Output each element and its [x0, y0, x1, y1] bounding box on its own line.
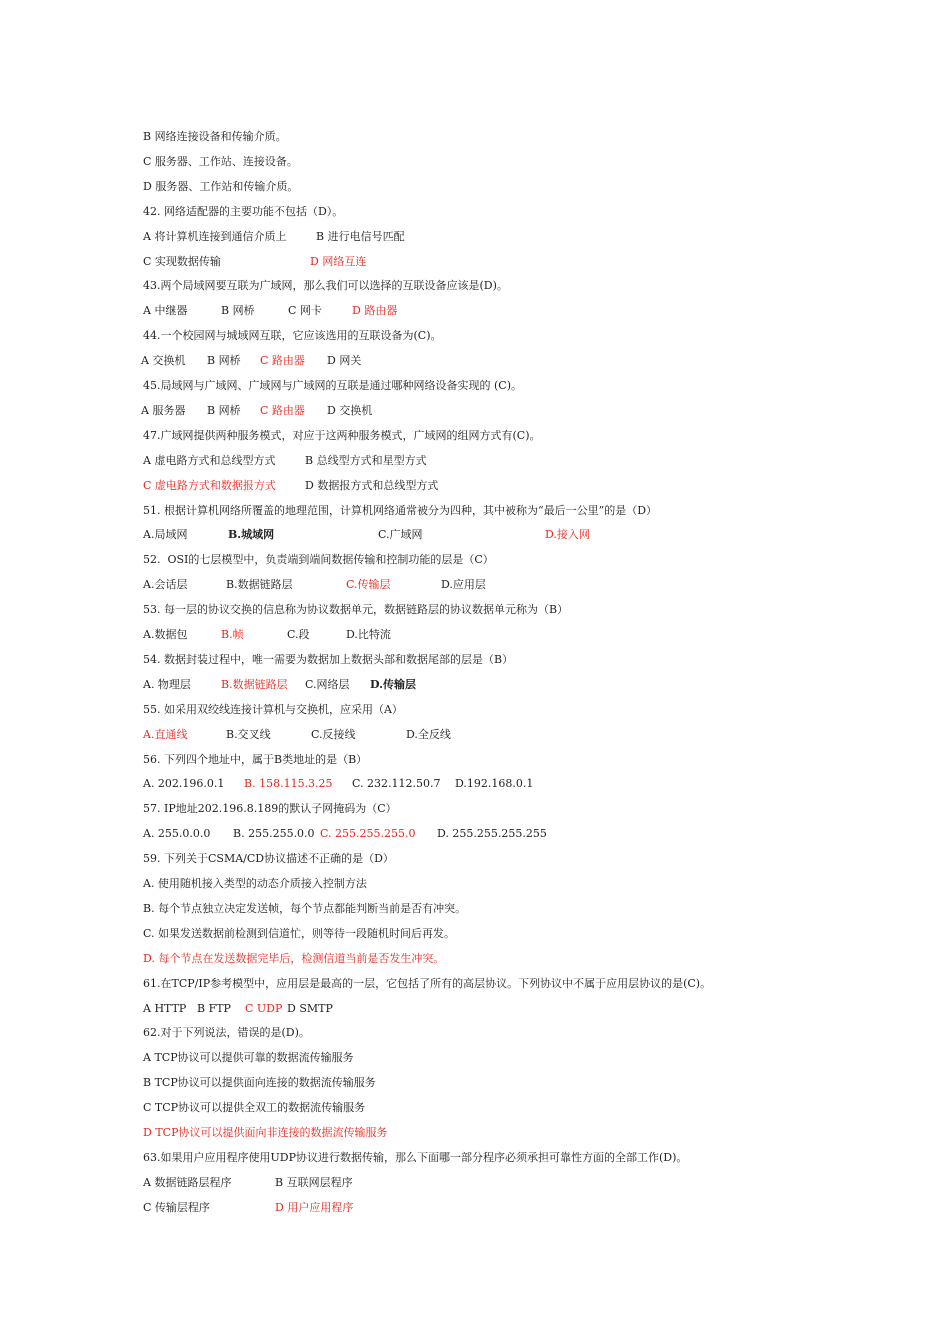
text-line [0, 896, 790, 921]
line-text: 57. IP地址202.196.8.189的默认子网掩码为（C） [143, 802, 397, 816]
line-text: D.传输层 [370, 677, 416, 691]
line-text: C 网卡 [288, 304, 322, 318]
text-line [0, 249, 790, 274]
answer-text: B.帧 [221, 628, 244, 641]
text-line [0, 423, 790, 448]
answer-text: C 路由器 [260, 403, 305, 417]
text-line [0, 1020, 790, 1045]
line-text: D 数据报方式和总线型方式 [305, 478, 439, 492]
line-text: B 网桥 [207, 354, 241, 368]
text-line [0, 498, 790, 523]
line-text: A 虚电路方式和总线型方式 [143, 453, 276, 467]
line-text: C 服务器、工作站、连接设备。 [143, 154, 298, 168]
answer-text: D.接入网 [545, 528, 590, 542]
text-line [0, 124, 790, 149]
line-text: B 进行电信号匹配 [316, 229, 405, 243]
text-line [0, 1070, 790, 1095]
line-text: A. 物理层 [143, 677, 191, 691]
line-text: C. 232.112.50.7 [352, 777, 441, 791]
line-text: C.广域网 [378, 528, 423, 542]
line-text: A.会话层 [143, 578, 188, 592]
answer-text: D. 每个节点在发送数据完毕后，检测信道当前是否发生冲突。 [143, 951, 445, 965]
line-text: C 实现数据传输 [143, 254, 221, 268]
line-text: D.应用层 [441, 578, 486, 592]
line-text: A 中继器 [143, 304, 188, 318]
line-text: A 交换机 [141, 354, 186, 368]
text-line [0, 1170, 790, 1195]
line-text: A 数据链路层程序 [143, 1175, 232, 1189]
line-text: 43.两个局域网要互联为广域网，那么我们可以选择的互联设备应该是(D)。 [143, 279, 508, 293]
line-text: 42. 网络适配器的主要功能不包括（D）。 [143, 204, 344, 218]
line-text: B 网络连接设备和传输介质。 [143, 130, 287, 143]
line-text: 55. 如采用双绞线连接计算机与交换机，应采用（A） [143, 702, 403, 716]
text-line [0, 323, 790, 348]
line-text: 59. 下列关于CSMA/CD协议描述不正确的是（D） [143, 852, 394, 866]
answer-text: C 虚电路方式和数据报方式 [143, 478, 276, 492]
line-text: A 将计算机连接到通信介质上 [143, 229, 287, 243]
text-line [0, 1045, 790, 1070]
line-text: D 交换机 [327, 403, 373, 417]
line-text: D 网关 [327, 354, 362, 368]
line-text: A. 202.196.0.1 [143, 777, 225, 791]
text-line [0, 1120, 790, 1145]
line-text: D 服务器、工作站和传输介质。 [143, 179, 299, 193]
text-line [0, 522, 790, 547]
text-line [0, 747, 790, 772]
line-text: B. 每个节点独立决定发送帧，每个节点都能判断当前是否有冲突。 [143, 901, 467, 915]
text-line [0, 547, 790, 572]
answer-text: A.直通线 [143, 727, 188, 741]
line-text: B 总线型方式和星型方式 [305, 453, 427, 467]
text-line [0, 971, 790, 996]
answer-text: C UDP [245, 1001, 283, 1015]
line-text: B FTP [197, 1001, 231, 1015]
answer-text: B. 158.115.3.25 [244, 777, 333, 791]
text-line [0, 149, 790, 174]
text-line [0, 672, 790, 697]
text-line [0, 846, 790, 871]
line-text: B. 255.255.0.0 [233, 827, 315, 841]
answer-text: B.数据链路层 [221, 677, 288, 691]
line-text: A. 使用随机接入类型的动态介质接入控制方法 [143, 877, 367, 890]
text-line [0, 473, 790, 498]
text-line [0, 871, 790, 896]
line-text: D.比特流 [346, 628, 391, 641]
line-text: C.网络层 [305, 677, 350, 691]
text-line [0, 622, 790, 647]
text-line [0, 647, 790, 672]
text-line [0, 572, 790, 597]
line-text: C.反接线 [311, 727, 356, 741]
line-text: B.交叉线 [226, 727, 271, 741]
line-text: 44.一个校园网与城域网互联，它应该选用的互联设备为(C)。 [143, 329, 442, 343]
text-line [0, 199, 790, 224]
text-line [0, 697, 790, 722]
line-text: C TCP协议可以提供全双工的数据流传输服务 [143, 1101, 366, 1115]
line-text: C. 如果发送数据前检测到信道忙，则等待一段随机时间后再发。 [143, 926, 456, 940]
line-text: 53. 每一层的协议交换的信息称为协议数据单元，数据链路层的协议数据单元称为（B） [143, 603, 569, 617]
answer-text: C. 255.255.255.0 [320, 827, 416, 841]
answer-text: C 路由器 [260, 354, 305, 368]
line-text: 54. 数据封装过程中，唯一需要为数据加上数据头部和数据尾部的层是（B） [143, 652, 514, 666]
line-text: B TCP协议可以提供面向连接的数据流传输服务 [143, 1076, 376, 1090]
text-line [0, 224, 790, 249]
line-text: D.全反线 [406, 727, 451, 741]
text-line [0, 1195, 790, 1220]
line-text: 62.对于下列说法，错误的是(D)。 [143, 1026, 310, 1040]
answer-text: D 路由器 [352, 304, 398, 318]
line-text: C 传输层程序 [143, 1200, 210, 1214]
text-line [0, 796, 790, 821]
line-text: B.城域网 [228, 528, 275, 542]
text-line [0, 1145, 790, 1170]
text-line [0, 821, 790, 846]
line-text: 56. 下列四个地址中，属于B类地址的是（B） [143, 752, 368, 766]
text-line [0, 771, 790, 796]
text-line [0, 348, 790, 373]
line-text: A.数据包 [143, 628, 188, 641]
line-text: B 互联网层程序 [275, 1175, 353, 1189]
line-text: A TCP协议可以提供可靠的数据流传输服务 [143, 1051, 354, 1065]
text-line [0, 174, 790, 199]
line-text: 52. OSI的七层模型中，负责端到端间数据传输和控制功能的层是（C） [143, 553, 494, 567]
line-text: B.数据链路层 [226, 578, 293, 592]
line-text: A 服务器 [141, 403, 186, 417]
text-line [0, 373, 790, 398]
line-text: A HTTP [143, 1001, 187, 1015]
line-text: D SMTP [287, 1001, 333, 1015]
answer-text: D 网络互连 [310, 254, 367, 268]
line-text: A. 255.0.0.0 [143, 827, 211, 841]
line-text: 45.局域网与广域网、广域网与广域网的互联是通过哪种网络设备实现的 (C)。 [143, 379, 522, 392]
text-line [0, 996, 790, 1021]
line-text: A.局域网 [143, 528, 188, 542]
line-text: C.段 [287, 628, 310, 641]
text-line [0, 597, 790, 622]
text-line [0, 1095, 790, 1120]
text-line [0, 448, 790, 473]
line-text: B 网桥 [221, 304, 255, 318]
text-line [0, 946, 790, 971]
line-text: 63.如果用户应用程序使用UDP协议进行数据传输，那么下面哪一部分程序必须承担可靠性方面的全部工作(D)。 [143, 1150, 688, 1164]
text-line [0, 298, 790, 323]
line-text: 61.在TCP/IP参考模型中，应用层是最高的一层，它包括了所有的高层协议。下列协议中不属于应用层协议的是(C)。 [143, 976, 712, 990]
text-line [0, 921, 790, 946]
text-line [0, 273, 790, 298]
line-text: 51. 根据计算机网络所覆盖的地理范围，计算机网络通常被分为四种，其中被称为“最后一公里”的是（D） [143, 503, 658, 517]
line-text: D.192.168.0.1 [455, 777, 534, 791]
answer-text: D 用户应用程序 [275, 1200, 354, 1214]
line-text: D. 255.255.255.255 [437, 827, 547, 841]
text-line [0, 722, 790, 747]
answer-text: D TCP协议可以提供面向非连接的数据流传输服务 [143, 1126, 388, 1139]
answer-text: C.传输层 [346, 578, 391, 592]
text-line [0, 398, 790, 423]
line-text: B 网桥 [207, 403, 241, 417]
line-text: 47.广域网提供两种服务模式，对应于这两种服务模式，广域网的组网方式有(C)。 [143, 428, 541, 442]
